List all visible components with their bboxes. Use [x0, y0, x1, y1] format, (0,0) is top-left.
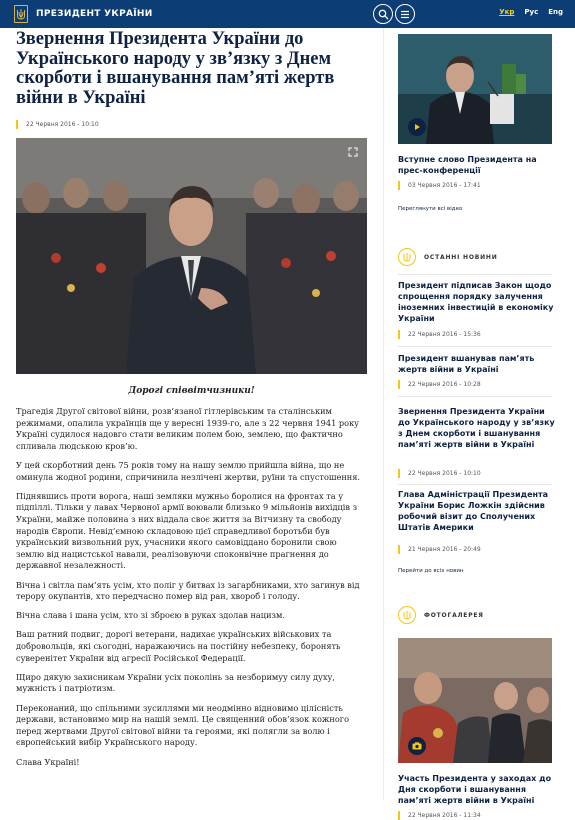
- gallery-thumbnail[interactable]: [398, 638, 552, 763]
- video-thumbnail[interactable]: [398, 34, 552, 144]
- search-icon: [378, 9, 389, 20]
- divider: [398, 274, 552, 275]
- lang-ukr[interactable]: Укр: [499, 8, 515, 16]
- news-item-date-text: 22 Червня 2016 - 10:28: [408, 381, 481, 388]
- divider: [398, 396, 552, 397]
- lang-eng[interactable]: Eng: [548, 8, 563, 16]
- news-item-date: [398, 469, 481, 478]
- latest-news-heading-text: ОСТАННІ НОВИНИ: [424, 253, 498, 261]
- camera-icon: [412, 742, 422, 750]
- gallery-title-link[interactable]: Участь Президента у заходах до Дня скорботи і вшанування пам’яті жертв війни в Україні: [398, 774, 552, 805]
- gallery-date: [398, 811, 481, 820]
- site-logo[interactable]: [14, 5, 153, 23]
- news-item-title[interactable]: Президент підписав Закон щодо спрощення порядку залучення іноземних інвестицій в економіку України: [398, 281, 554, 323]
- sidebar: [383, 28, 575, 819]
- news-section-icon: [398, 248, 416, 266]
- trident-icon: [402, 252, 412, 262]
- video-date-text: 03 Червня 2016 - 17:41: [408, 182, 481, 189]
- date-marker: [398, 380, 400, 389]
- date-marker: [16, 120, 18, 129]
- article-body: [16, 406, 367, 776]
- menu-button[interactable]: [395, 4, 415, 24]
- date-marker: [398, 181, 400, 190]
- all-news-link[interactable]: Перейти до всіх новин: [398, 568, 464, 574]
- article-paragraph: Слава Україні!: [16, 756, 80, 767]
- article-paragraph: Переконаний, що спільними зусиллями ми неодмінно відновимо цілісність держави, встановимо мир на нашій землі. Це священний обов’язок кожного перед жертвами Другої світової війни та героями, які полягли за волю і європейський вибір Українського народу.: [16, 702, 350, 748]
- trident-icon: [14, 5, 28, 23]
- gallery-section-icon: [398, 606, 416, 624]
- latest-news-heading: [398, 248, 498, 266]
- article-paragraph: Ваш ратний подвиг, дорогі ветерани, надихає українських військових та добровольців, які сьогодні, наражаючись на постійну небезпеку, боронять суверенітет України від агресії Російської Федерації.: [16, 629, 341, 663]
- article-paragraph: Щиро дякую захисникам України усіх поколінь за незборимуy силу духу, мужність і патріотизм.: [16, 671, 335, 694]
- video-date: [398, 181, 481, 190]
- article-paragraph: Вічна слава і шана усім, хто зі зброєю в руках здолав нацизм.: [16, 610, 285, 621]
- fullscreen-icon: [348, 147, 358, 157]
- gallery-date-text: 22 Червня 2016 - 11:34: [408, 812, 481, 819]
- date-marker: [398, 469, 400, 478]
- photo-gallery-heading: [398, 606, 484, 624]
- date-marker: [398, 545, 400, 554]
- lang-rus[interactable]: Рус: [524, 8, 539, 16]
- news-item-title[interactable]: Звернення Президента України до Українського народу у зв’язку з Днем скорботи і вшанування пам’яті жертв війни в Україні: [398, 407, 555, 449]
- search-button[interactable]: [373, 4, 393, 24]
- article-title: Звернення Президента України до Українського народу у зв’язку з Днем скорботи і вшанування пам’яті жертв війни в Україні: [16, 29, 335, 108]
- news-item-date: [398, 545, 481, 554]
- site-header: [0, 0, 575, 28]
- article-date-text: 22 Червня 2016 - 10:10: [26, 121, 99, 128]
- article-paragraph: Трагедія Другої світової війни, розв’язаної гітлерівським та сталінським режимами, опалила українців ще у вересні 1939-го, але з 22 червня 1941 року Україні судилося надовго стати великим полем бою, землею, що фактично спливала людською кров’ю.: [16, 406, 360, 451]
- language-switcher: [499, 8, 563, 16]
- news-item-date: [398, 330, 481, 339]
- date-marker: [398, 330, 400, 339]
- site-brand-title: ПРЕЗИДЕНТ УКРАЇНИ: [36, 9, 153, 19]
- article-main: [0, 28, 383, 800]
- news-item-title[interactable]: Президент вшанував пам’ять жертв війни в Україні: [398, 354, 535, 374]
- expand-photo-button[interactable]: [345, 144, 361, 160]
- video-title-link[interactable]: Вступне слово Президента на прес-конференції: [398, 155, 537, 175]
- divider: [398, 484, 552, 485]
- article-paragraph: Вічна і світла пам’ять усім, хто поліг у битвах із загарбниками, хто загинув від терору окупантів, хто передчасно помер від ран, хвороб і голоду.: [16, 579, 360, 602]
- article-date: [16, 120, 99, 129]
- gallery-open-button[interactable]: [408, 737, 426, 755]
- news-item-date: [398, 380, 481, 389]
- play-icon: [413, 123, 421, 131]
- president-photo-illustration: [16, 138, 367, 374]
- trident-icon: [402, 610, 412, 620]
- photo-gallery-heading-text: ФОТОГАЛЕРЕЯ: [424, 611, 484, 619]
- all-videos-link[interactable]: Переглянути всі відео: [398, 206, 463, 212]
- article-photo[interactable]: [16, 138, 367, 374]
- article-paragraph: У цей скорботний день 75 років тому на нашу землю прийшла війна, що не оминула жодної родини, спричинила незлічені жертви, руїни та спустошення.: [16, 459, 361, 482]
- divider: [398, 346, 552, 347]
- video-play-button[interactable]: [408, 118, 426, 136]
- article-paragraph: Піднявшись проти ворога, наші земляки мужньо боролися на фронтах та у підпіллі. Тільки у лавах Червоної армії воювали близько 9 мільйонів вихідців з України, майже половина з них віддала своє життя за Вітчизну та свободу народів Європи. Невід’ємною складовою цієї справедливої боротьби був український визвольний рух, учасники якого самовіддано боронили свою землю від нацистської навали, реалізовуючи споконвічне прагнення до державної незалежності.: [16, 490, 358, 571]
- news-item-date-text: 21 Червня 2016 - 20:49: [408, 546, 481, 553]
- news-item-date-text: 22 Червня 2016 - 15:36: [408, 331, 481, 338]
- date-marker: [398, 811, 400, 820]
- news-item-title[interactable]: Глава Адміністрації Президента України Борис Ложкін здійснив робочий візит до Сполучених Штатів Америки: [398, 490, 549, 532]
- article-greeting: Дорогі співвітчизники!: [128, 386, 255, 396]
- hamburger-icon: [400, 10, 410, 19]
- news-item-date-text: 22 Червня 2016 - 10:10: [408, 470, 481, 477]
